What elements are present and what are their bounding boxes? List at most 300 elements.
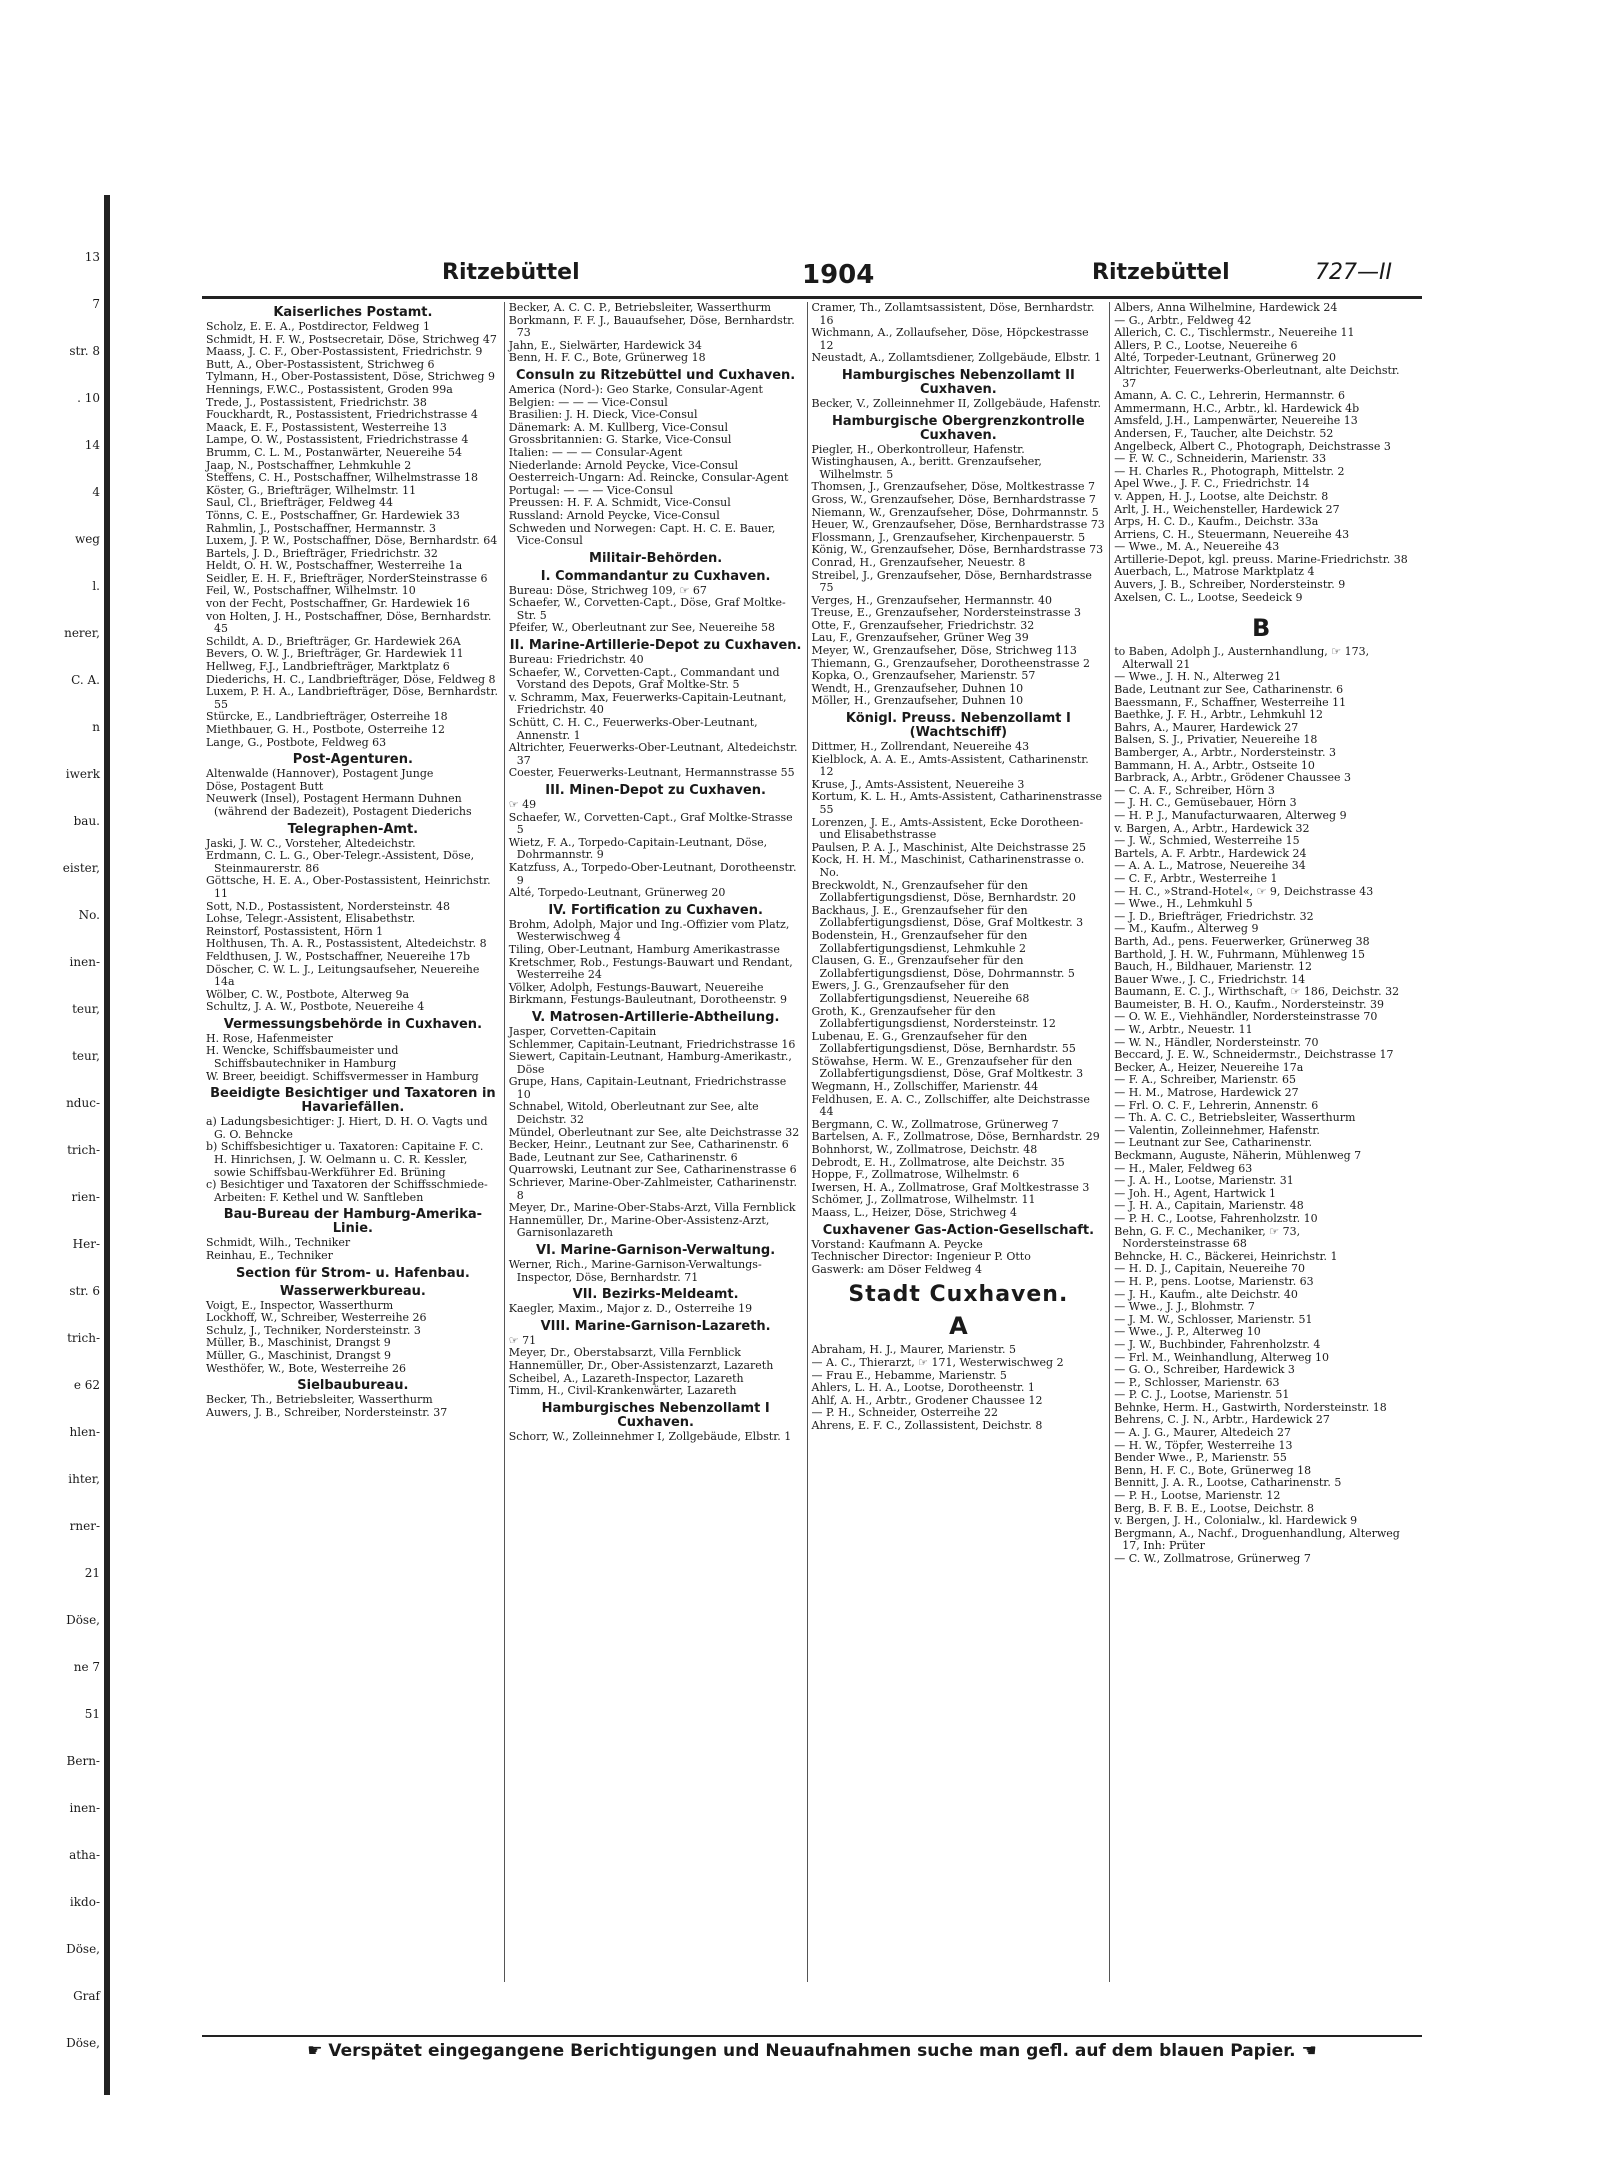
directory-entry: Feldthusen, J. W., Postschaffner, Neuereihe 17b xyxy=(206,949,471,963)
letter-heading: A xyxy=(949,1312,968,1341)
directory-entry: Schultz, J. A. W., Postbote, Neuereihe 4 xyxy=(206,1000,425,1014)
section-heading: VIII. Marine-Garnison-Lazareth. xyxy=(540,1318,771,1334)
directory-entry: Baumann, E. C. J., Wirthschaft, ☞ 186, Deichstr. 32 xyxy=(1114,985,1400,999)
directory-entry: — A. A. L., Matrose, Neuereihe 34 xyxy=(1114,859,1306,873)
directory-entry: Lubenau, E. G., Grenzaufseher für den Zollabfertigungsdienst, Döse, Bernhardstr. 55 xyxy=(811,1029,1076,1056)
directory-entry: Katzfuss, A., Torpedo-Ober-Leutnant, Dorotheenstr. 9 xyxy=(508,860,797,887)
directory-entry: Niederlande: Arnold Peycke, Vice-Consul xyxy=(508,458,739,472)
directory-entry: Schulz, J., Techniker, Nordersteinstr. 3 xyxy=(206,1323,421,1337)
directory-entry: Lohse, Telegr.-Assistent, Elisabethstr. xyxy=(206,912,416,926)
directory-entry: Becker, Heinr., Leutnant zur See, Catharinenstr. 6 xyxy=(508,1138,789,1152)
directory-entry: Schömer, J., Zollmatrose, Wilhelmstr. 11 xyxy=(811,1193,1036,1207)
section-heading: Cuxhavener Gas-Action-Gesellschaft. xyxy=(822,1222,1095,1238)
directory-entry: — F. A., Schreiber, Marienstr. 65 xyxy=(1114,1073,1297,1087)
directory-entry: Lau, F., Grenzaufseher, Grüner Weg 39 xyxy=(811,631,1029,645)
directory-entry: Auerbach, L., Matrose Marktplatz 4 xyxy=(1114,565,1315,579)
directory-entry: Sott, N.D., Postassistent, Nordersteinstr. 48 xyxy=(206,899,451,913)
directory-entry: Schorr, W., Zolleinnehmer I, Zollgebäude, Elbstr. 1 xyxy=(508,1429,792,1443)
directory-entry: Hoppe, F., Zollmatrose, Wilhelmstr. 6 xyxy=(811,1168,1020,1182)
directory-entry: Hannemüller, Dr., Ober-Assistenzarzt, Lazareth xyxy=(508,1358,774,1372)
directory-entry: Bammann, H. A., Arbtr., Ostseite 10 xyxy=(1114,758,1315,772)
directory-entry: v. Schramm, Max, Feuerwerks-Capitain-Leutnant, Friedrichstr. 40 xyxy=(508,690,787,717)
page-number: 727—II xyxy=(1315,260,1392,285)
directory-entry: Belgien: — — — Vice-Consul xyxy=(508,395,668,409)
directory-entry: Wölber, C. W., Postbote, Alterweg 9a xyxy=(206,987,410,1001)
section-heading: Militair-Behörden. xyxy=(589,550,723,566)
directory-entry: — H. P., pens. Lootse, Marienstr. 63 xyxy=(1114,1274,1314,1288)
directory-entry: Lampe, O. W., Postassistent, Friedrichstrasse 4 xyxy=(206,433,469,447)
directory-entry: Thomsen, J., Grenzaufseher, Döse, Moltkestrasse 7 xyxy=(811,480,1095,494)
directory-entry: — G., Arbtr., Feldweg 42 xyxy=(1114,313,1252,327)
facing-page-text: Döse, xyxy=(66,2036,100,2050)
directory-entry: Baethke, J. F. H., Arbtr., Lehmkuhl 12 xyxy=(1114,708,1323,722)
directory-entry: Miethbauer, G. H., Postbote, Osterreihe 12 xyxy=(206,723,445,736)
facing-page-text: atha- xyxy=(69,1848,100,1862)
directory-entry: Bade, Leutnant zur See, Catharinenstr. 6 xyxy=(1114,683,1344,697)
directory-entry: Mündel, Oberleutnant zur See, alte Deichstrasse 32 xyxy=(508,1125,800,1139)
section-heading: Hamburgische Obergrenzkontrolle Cuxhaven. xyxy=(832,413,1085,443)
section-heading: Bau-Bureau der Hamburg-Amerika-Linie. xyxy=(223,1207,483,1237)
directory-entry: Cramer, Th., Zollamtsassistent, Döse, Bernhardstr. 16 xyxy=(811,302,1095,327)
directory-entry: Trede, J., Postassistent, Friedrichstr. 38 xyxy=(206,395,427,409)
directory-entry: Bartels, J. D., Briefträger, Friedrichstr. 32 xyxy=(206,546,438,560)
directory-entry: von Holten, J. H., Postschaffner, Döse, Bernhardstr. 45 xyxy=(206,609,492,636)
directory-entry: Amann, A. C. C., Lehrerin, Hermannstr. 6 xyxy=(1114,389,1345,403)
facing-page-text: weg xyxy=(74,532,100,546)
directory-entry: Jaap, N., Postschaffner, Lehmkuhle 2 xyxy=(206,458,412,472)
directory-entry: Holthusen, Th. A. R., Postassistent, Altedeichstr. 8 xyxy=(206,937,487,951)
directory-entry: Allers, P. C., Lootse, Neuereihe 6 xyxy=(1114,338,1298,352)
section-heading: Sielbaubureau. xyxy=(297,1378,409,1394)
directory-entry: Wendt, H., Grenzaufseher, Duhnen 10 xyxy=(811,681,1024,695)
directory-entry: Bamberger, A., Arbtr., Nordersteinstr. 3 xyxy=(1114,746,1336,759)
directory-entry: Balsen, S. J., Privatier, Neuereihe 18 xyxy=(1114,733,1318,747)
directory-entry: Vorstand: Kaufmann A. Peycke xyxy=(811,1237,983,1251)
facing-page-text: hlen- xyxy=(69,1425,100,1439)
directory-entry: Brumm, C. L. M., Postanwärter, Neuereihe 54 xyxy=(206,445,462,459)
directory-entry: Hannemüller, Dr., Marine-Ober-Assistenz-Arzt, Garnisonlazareth xyxy=(508,1213,770,1240)
directory-entry: — H. P. J., Manufacturwaaren, Alterweg 9 xyxy=(1114,808,1347,822)
directory-entry: Völker, Adolph, Festungs-Bauwart, Neuereihe xyxy=(508,980,764,994)
directory-entry: Schaefer, W., Corvetten-Capt., Commandant und Vorstand des Depots, Graf Moltke-Str. 5 xyxy=(508,665,780,692)
directory-entry: Arps, H. C. D., Kaufm., Deichstr. 33a xyxy=(1114,515,1319,529)
directory-entry: — Frl. M., Weinhandlung, Alterweg 10 xyxy=(1114,1350,1330,1364)
directory-entry: Dänemark: A. M. Kullberg, Vice-Consul xyxy=(508,420,728,434)
directory-entry: Luxem, J. P. W., Postschaffner, Döse, Bernhardstr. 64 xyxy=(206,534,498,548)
directory-entry: — J. H., Kaufm., alte Deichstr. 40 xyxy=(1114,1287,1298,1301)
directory-entry: Oesterreich-Ungarn: Ad. Reincke, Consular-Agent xyxy=(508,471,789,485)
directory-entry: — O. W. E., Viehhändler, Nordersteinstrasse 70 xyxy=(1114,1010,1378,1024)
book-spine xyxy=(104,195,110,2095)
facing-page-text: nduc- xyxy=(66,1096,100,1110)
directory-entry: Werner, Rich., Marine-Garnison-Verwaltungs-Inspector, Döse, Bernhardstr. 71 xyxy=(508,1258,762,1284)
directory-entry: Gaswerk: am Döser Feldweg 4 xyxy=(811,1262,982,1276)
directory-entry: Kielblock, A. A. E., Amts-Assistent, Catharinenstr. 12 xyxy=(811,752,1089,779)
directory-entry: v. Bergen, J. H., Colonialw., kl. Hardewick 9 xyxy=(1114,1514,1358,1528)
directory-page xyxy=(122,200,1432,2080)
directory-entry: Russland: Arnold Peycke, Vice-Consul xyxy=(508,508,720,522)
directory-entry: — H. D. J., Capitain, Neuereihe 70 xyxy=(1114,1262,1306,1276)
facing-page-text: ikdo- xyxy=(69,1895,100,1909)
directory-entry: — J. H. C., Gemüsebauer, Hörn 3 xyxy=(1114,796,1297,810)
directory-entry: Becker, A., Heizer, Neuereihe 17a xyxy=(1114,1060,1304,1074)
facing-page-text: eister, xyxy=(62,861,100,875)
directory-entry: Debrodt, E. H., Zollmatrose, alte Deichstr. 35 xyxy=(811,1155,1065,1169)
directory-entry: — Valentin, Zolleinnehmer, Hafenstr. xyxy=(1114,1123,1320,1137)
directory-entry: Alté, Torpedo-Leutnant, Grünerweg 20 xyxy=(508,886,726,900)
directory-entry: Apel Wwe., J. F. C., Friedrichstr. 14 xyxy=(1114,477,1310,491)
facing-page-text: No. xyxy=(78,908,100,922)
column-2 xyxy=(504,302,807,1982)
directory-entry: Breckwoldt, N., Grenzaufseher für den Zollabfertigungsdienst, Döse, Bernhardstr. 20 xyxy=(811,878,1076,905)
directory-entry: — H., Maler, Feldweg 63 xyxy=(1114,1161,1253,1175)
directory-entry: Benn, H. F. C., Bote, Grünerweg 18 xyxy=(508,351,706,365)
directory-entry: — W., Arbtr., Neuestr. 11 xyxy=(1114,1023,1253,1037)
directory-entry: Thiemann, G., Grenzaufseher, Dorotheenstrasse 2 xyxy=(811,656,1091,670)
directory-entry: Portugal: — — — Vice-Consul xyxy=(508,483,673,497)
directory-entry: Paulsen, P. A. J., Maschinist, Alte Deichstrasse 25 xyxy=(811,840,1086,854)
section-heading: Kaiserliches Postamt. xyxy=(273,305,433,320)
directory-entry: Becker, Th., Betriebsleiter, Wasserthurm xyxy=(206,1393,433,1407)
directory-entry: Berg, B. F. B. E., Lootse, Deichstr. 8 xyxy=(1114,1501,1315,1515)
directory-entry: Iwersen, H. A., Zollmatrose, Graf Moltkestrasse 3 xyxy=(811,1180,1090,1194)
directory-entry: Schlemmer, Capitain-Leutnant, Friedrichstrasse 16 xyxy=(508,1037,796,1051)
directory-entry: Kopka, O., Grenzaufseher, Marienstr. 57 xyxy=(811,669,1036,683)
directory-entry: — J. W., Schmied, Westerreihe 15 xyxy=(1114,834,1300,848)
directory-entry: Dittmer, H., Zollrendant, Neuereihe 43 xyxy=(811,740,1030,754)
directory-entry: W. Breer, beeidigt. Schiffsvermesser in Hamburg xyxy=(206,1069,479,1083)
directory-entry: Maack, E. F., Postassistent, Westerreihe 13 xyxy=(206,420,447,434)
section-heading: Vermessungsbehörde in Cuxhaven. xyxy=(223,1016,483,1032)
section-heading: III. Minen-Depot zu Cuxhaven. xyxy=(545,783,766,798)
directory-entry: Piegler, H., Oberkontrolleur, Hafenstr. xyxy=(811,442,1025,456)
facing-page-text: Bern- xyxy=(66,1754,100,1768)
directory-entry: Maass, L., Heizer, Döse, Strichweg 4 xyxy=(811,1206,1017,1219)
directory-entry: Bender Wwe., P., Marienstr. 55 xyxy=(1114,1451,1287,1465)
directory-entry: — J. D., Briefträger, Friedrichstr. 32 xyxy=(1114,909,1314,923)
header-rule xyxy=(202,296,1422,299)
directory-entry: Flossmann, J., Grenzaufseher, Kirchenpauerstr. 5 xyxy=(811,530,1086,544)
directory-entry: Bartels, A. F. Arbtr., Hardewick 24 xyxy=(1114,846,1307,860)
directory-entry: Backhaus, J. E., Grenzaufseher für den Zollabfertigungsdienst, Döse, Graf Moltkestr. 3 xyxy=(811,903,1084,930)
directory-entry: Reinstorf, Postassistent, Hörn 1 xyxy=(206,924,384,938)
directory-entry: Müller, B., Maschinist, Drangst 9 xyxy=(206,1336,391,1350)
footer-notice: ☛ Verspätet eingegangene Berichtigungen und Neuaufnahmen suche man gefl. auf dem blauen Papier. ☚ xyxy=(202,2035,1422,2061)
directory-entry: Tylmann, H., Ober-Postassistent, Döse, Strichweg 9 xyxy=(206,370,495,384)
directory-entry: Bade, Leutnant zur See, Catharinenstr. 6 xyxy=(508,1150,738,1164)
directory-entry: Otte, F., Grenzaufseher, Friedrichstr. 32 xyxy=(811,618,1035,632)
facing-page-text: rner- xyxy=(69,1519,100,1533)
section-heading: Stadt Cuxhaven. xyxy=(848,1282,1069,1308)
directory-entry: — C. F., Arbtr., Westerreihe 1 xyxy=(1114,871,1278,885)
directory-entry: — C. W., Zollmatrose, Grünerweg 7 xyxy=(1114,1552,1311,1565)
directory-entry: — Th. A. C. C., Betriebsleiter, Wasserthurm xyxy=(1114,1111,1356,1125)
directory-entry: Schaefer, W., Corvetten-Capt., Graf Moltke-Strasse 5 xyxy=(508,810,793,837)
directory-entry: — P. H. C., Lootse, Fahrenholzstr. 10 xyxy=(1114,1211,1318,1225)
directory-entry: Schriever, Marine-Ober-Zahlmeister, Catharinenstr. 8 xyxy=(508,1176,798,1202)
facing-page-text: str. 8 xyxy=(69,344,100,358)
directory-entry: — P. H., Schneider, Osterreihe 22 xyxy=(811,1406,998,1420)
directory-entry: Wistinghausen, A., beritt. Grenzaufseher, Wilhelmstr. 5 xyxy=(811,455,1042,481)
directory-entry: — J. H. A., Capitain, Marienstr. 48 xyxy=(1114,1199,1304,1213)
directory-entry: Bureau: Friedrichstr. 40 xyxy=(508,653,644,667)
directory-entry: Becker, V., Zolleinnehmer II, Zollgebäude, Hafenstr. xyxy=(811,396,1101,410)
directory-entry: Behrens, C. J. N., Arbtr., Hardewick 27 xyxy=(1114,1413,1330,1427)
directory-entry: Barthold, J. H. W., Fuhrmann, Mühlenweg 15 xyxy=(1114,947,1366,961)
directory-entry: Siewert, Capitain-Leutnant, Hamburg-Amerikastr., Döse xyxy=(508,1050,792,1076)
facing-page-text: Graf xyxy=(73,1989,100,2003)
directory-entry: — P. H., Lootse, Marienstr. 12 xyxy=(1114,1489,1281,1503)
directory-entry: Birkmann, Festungs-Bauleutnant, Dorotheenstr. 9 xyxy=(508,993,788,1007)
directory-entry: Stöwahse, Herm. W. E., Grenzaufseher für den Zollabfertigungsdienst, Döse, Graf Moltkestr. 3 xyxy=(811,1054,1084,1081)
directory-entry: Döse, Postagent Butt xyxy=(206,779,324,793)
facing-page-text: nerer, xyxy=(64,626,100,640)
directory-entry: Ammermann, H.C., Arbtr., kl. Hardewick 4b xyxy=(1114,401,1360,415)
directory-entry: — A. C., Thierarzt, ☞ 171, Westerwischweg 2 xyxy=(811,1355,1064,1369)
section-heading: VI. Marine-Garnison-Verwaltung. xyxy=(536,1243,776,1258)
facing-page-text: rien- xyxy=(71,1190,100,1204)
directory-entry: Bergmann, C. W., Zollmatrose, Grünerweg 7 xyxy=(811,1117,1059,1131)
directory-entry: — M., Kaufm., Alterweg 9 xyxy=(1114,922,1259,936)
section-heading: Post-Agenturen. xyxy=(292,752,413,768)
directory-entry: Baumeister, B. H. O., Kaufm., Nordersteinstr. 39 xyxy=(1114,997,1385,1011)
directory-entry: — C. A. F., Schreiber, Hörn 3 xyxy=(1114,783,1275,797)
directory-entry: Scholz, E. E. A., Postdirector, Feldweg 1 xyxy=(206,320,430,333)
running-head-right: Ritzebüttel xyxy=(1092,260,1230,285)
directory-entry: Meyer, Dr., Marine-Ober-Stabs-Arzt, Villa Fernblick xyxy=(508,1201,796,1215)
directory-entry: Meyer, W., Grenzaufseher, Döse, Strichweg 113 xyxy=(811,644,1077,658)
directory-entry: Beckmann, Auguste, Näherin, Mühlenweg 7 xyxy=(1114,1149,1362,1162)
directory-entry: Bauer Wwe., J. C., Friedrichstr. 14 xyxy=(1114,972,1306,986)
section-heading: Hamburgisches Nebenzollamt I Cuxhaven. xyxy=(541,1400,770,1430)
section-heading: VII. Bezirks-Meldeamt. xyxy=(572,1287,739,1303)
facing-page-text: ne 7 xyxy=(73,1660,100,1674)
directory-entry: Feil, W., Postschaffner, Wilhelmstr. 10 xyxy=(206,584,416,598)
directory-entry: Clausen, G. E., Grenzaufseher für den Zollabfertigungsdienst, Döse, Dohrmannstr. 5 xyxy=(811,954,1075,980)
directory-entry: — A. J. G., Maurer, Altedeich 27 xyxy=(1114,1426,1292,1440)
directory-entry: — J. M. W., Schlosser, Marienstr. 51 xyxy=(1114,1312,1313,1326)
directory-entry: Feldhusen, E. A. C., Zollschiffer, alte Deichstrasse 44 xyxy=(811,1092,1090,1119)
directory-entry: Bureau: Döse, Strichweg 109, ☞ 67 xyxy=(508,583,707,597)
directory-entry: — J. W., Buchbinder, Fahrenholzstr. 4 xyxy=(1114,1337,1321,1351)
directory-entry: Saul, Cl., Briefträger, Feldweg 44 xyxy=(206,496,393,510)
directory-entry: Bevers, O. W. J., Briefträger, Gr. Hardewiek 11 xyxy=(206,647,464,661)
directory-entry: Bennitt, J. A. R., Lootse, Catharinenstr. 5 xyxy=(1114,1476,1342,1490)
facing-page-text: Döse, xyxy=(66,1942,100,1956)
directory-entry: — Frl. O. C. F., Lehrerin, Annenstr. 6 xyxy=(1114,1098,1319,1112)
section-heading: Wasserwerkbureau. xyxy=(279,1283,426,1299)
directory-entry: Kretschmer, Rob., Festungs-Bauwart und Rendant, Westerreihe 24 xyxy=(508,955,793,982)
directory-entry: — G. O., Schreiber, Hardewick 3 xyxy=(1114,1363,1295,1377)
facing-page-text: Her- xyxy=(72,1237,100,1251)
directory-entry: Beccard, J. E. W., Schneidermstr., Deichstrasse 17 xyxy=(1114,1048,1394,1062)
directory-entry: Maass, J. C. F., Ober-Postassistent, Friedrichstr. 9 xyxy=(206,345,483,359)
section-heading: Beeidigte Besichtiger und Taxatoren in Havariefällen. xyxy=(210,1086,496,1116)
directory-entry: Niemann, W., Grenzaufseher, Döse, Dohrmannstr. 5 xyxy=(811,505,1099,519)
directory-entry: — H. C., »Strand-Hotel«, ☞ 9, Deichstrasse 43 xyxy=(1114,884,1374,898)
directory-entry: Scheibel, A., Lazareth-Inspector, Lazareth xyxy=(508,1371,744,1385)
directory-entry: Grossbritannien: G. Starke, Vice-Consul xyxy=(508,433,732,447)
section-heading: V. Matrosen-Artillerie-Abtheilung. xyxy=(531,1009,780,1025)
directory-entry: Wegmann, H., Zollschiffer, Marienstr. 44 xyxy=(811,1080,1039,1094)
directory-entry: Schmidt, Wilh., Techniker xyxy=(206,1236,351,1250)
directory-entry: Grupe, Hans, Capitain-Leutnant, Friedrichstrasse 10 xyxy=(508,1075,787,1101)
directory-entry: Timm, H., Civil-Krankenwärter, Lazareth xyxy=(508,1384,737,1398)
directory-entry: Luxem, P. H. A., Landbriefträger, Döse, Bernhardstr. 55 xyxy=(206,685,499,711)
directory-entry: Hellweg, F.J., Landbriefträger, Marktplatz 6 xyxy=(206,660,450,674)
facing-page-text: ihter, xyxy=(68,1472,100,1486)
directory-entry: Kaegler, Maxim., Major z. D., Osterreihe 19 xyxy=(508,1302,753,1316)
section-heading: Königl. Preuss. Nebenzollamt I (Wachtschiff) xyxy=(845,711,1071,741)
directory-entry: Kruse, J., Amts-Assistent, Neuereihe 3 xyxy=(811,777,1025,791)
directory-entry: Benn, H. F. C., Bote, Grünerweg 18 xyxy=(1114,1463,1312,1477)
directory-entry: Meyer, Dr., Oberstabsarzt, Villa Fernblick xyxy=(508,1346,741,1360)
directory-entry: Schweden und Norwegen: Capt. H. C. E. Bauer, Vice-Consul xyxy=(508,521,776,548)
facing-page-text: teur, xyxy=(72,1049,100,1063)
directory-entry: Altrichter, Feuerwerks-Oberleutnant, alte Deichstr. 37 xyxy=(1114,363,1400,390)
directory-entry: Treuse, E., Grenzaufseher, Nordersteinstrasse 3 xyxy=(811,606,1081,620)
directory-entry: Pfeifer, W., Oberleutnant zur See, Neuereihe 58 xyxy=(508,621,776,635)
directory-entry: Köster, G., Briefträger, Wilhelmstr. 11 xyxy=(206,483,417,497)
directory-entry: Schaefer, W., Corvetten-Capt., Döse, Graf Moltke-Str. 5 xyxy=(508,596,786,622)
directory-entry: Artillerie-Depot, kgl. preuss. Marine-Friedrichstr. 38 xyxy=(1114,552,1408,566)
letter-heading: B xyxy=(1251,614,1271,643)
column-4 xyxy=(1109,302,1412,1982)
facing-page-text: 4 xyxy=(92,485,100,499)
directory-entry: — Wwe., J. H. N., Alterweg 21 xyxy=(1114,670,1282,684)
directory-entry: Behn, G. F. C., Mechaniker, ☞ 73, Nordersteinstrasse 68 xyxy=(1114,1224,1301,1251)
facing-page-text: trich- xyxy=(67,1143,100,1157)
section-heading: II. Marine-Artillerie-Depot zu Cuxhaven. xyxy=(509,638,802,654)
directory-entry: Coester, Feuerwerks-Leutnant, Hermannstrasse 55 xyxy=(508,766,795,780)
directory-entry: Abraham, H. J., Maurer, Marienstr. 5 xyxy=(811,1343,1017,1357)
directory-entry: Kock, H. H. M., Maschinist, Catharinenstrasse o. No. xyxy=(811,853,1085,879)
section-heading: Consuln zu Ritzebüttel und Cuxhaven. xyxy=(516,367,796,383)
directory-entry: Westhöfer, W., Bote, Westerreihe 26 xyxy=(206,1361,406,1375)
directory-entry: — J. A. H., Lootse, Marienstr. 31 xyxy=(1114,1174,1294,1188)
directory-entry: — P., Schlosser, Marienstr. 63 xyxy=(1114,1375,1280,1389)
column-3 xyxy=(807,302,1110,1982)
directory-entry: Auwers, J. B., Schreiber, Nordersteinstr. 37 xyxy=(206,1405,448,1419)
directory-entry: — Frau E., Hebamme, Marienstr. 5 xyxy=(811,1368,1007,1382)
directory-entry: Schütt, C. H. C., Feuerwerks-Ober-Leutnant, Annenstr. 1 xyxy=(508,716,758,742)
directory-entry: Andersen, F., Taucher, alte Deichstr. 52 xyxy=(1114,426,1334,440)
directory-entry: Schmidt, H. F. W., Postsecretair, Döse, Strichweg 47 xyxy=(206,332,497,346)
directory-entry: America (Nord-): Geo Starke, Consular-Agent xyxy=(508,382,763,396)
directory-entry: Jahn, E., Sielwärter, Hardewick 34 xyxy=(508,338,702,352)
facing-page-text: inen- xyxy=(69,955,100,969)
directory-entry: ☞ 49 xyxy=(508,798,537,811)
directory-entry: — Wwe., J. J., Blohmstr. 7 xyxy=(1114,1300,1255,1314)
directory-entry: Allerich, C. C., Tischlermstr., Neuereihe 11 xyxy=(1114,326,1355,340)
directory-entry: — F. W. C., Schneiderin, Marienstr. 33 xyxy=(1114,452,1327,466)
directory-entry: Barbrack, A., Arbtr., Grödener Chaussee 3 xyxy=(1114,771,1351,785)
directory-entry: Altenwalde (Hannover), Postagent Junge xyxy=(206,767,434,781)
directory-entry: Tönns, C. E., Postschaffner, Gr. Hardewiek 33 xyxy=(206,508,460,522)
directory-entry: von der Fecht, Postschaffner, Gr. Hardewiek 16 xyxy=(206,597,470,611)
facing-page-text: Döse, xyxy=(66,1613,100,1627)
directory-entry: Neuwerk (Insel), Postagent Hermann Duhnen (während der Badezeit), Postagent Diederichs xyxy=(206,792,472,818)
directory-entry: Göttsche, H. E. A., Ober-Postassistent, Heinrichstr. 11 xyxy=(206,874,491,900)
directory-entry: c) Besichtiger und Taxatoren der Schiffsschmiede-Arbeiten: F. Kethel und W. Sanftleben xyxy=(206,1178,488,1204)
directory-entry: Bodenstein, H., Grenzaufseher für den Zollabfertigungsdienst, Lehmkuhle 2 xyxy=(811,928,1028,955)
section-heading: I. Commandantur zu Cuxhaven. xyxy=(540,568,771,584)
facing-page-text: 13 xyxy=(84,250,100,264)
directory-entry: Neustadt, A., Zollamtsdiener, Zollgebäude, Elbstr. 1 xyxy=(811,351,1102,365)
directory-entry: Ewers, J. G., Grenzaufseher für den Zollabfertigungsdienst, Neuereihe 68 xyxy=(811,979,1030,1005)
directory-entry: Rahmlin, J., Postschaffner, Hermannstr. 3 xyxy=(206,521,436,535)
directory-entry: Angelbeck, Albert C., Photograph, Deichstrasse 3 xyxy=(1114,439,1391,453)
facing-page-text: iwerk xyxy=(65,767,100,781)
section-heading: Hamburgisches Nebenzollamt II Cuxhaven. xyxy=(841,367,1075,397)
directory-entry: Bauch, H., Bildhauer, Marienstr. 12 xyxy=(1114,960,1313,974)
directory-entry: b) Schiffsbesichtiger u. Taxatoren: Capitaine F. C. H. Hinrichsen, J. W. Oelmann u. C. R. Kessler, sowie Schiffsbau-Werkführer Ed. Brüning xyxy=(206,1140,484,1179)
directory-entry: Schildt, A. D., Briefträger, Gr. Hardewiek 26A xyxy=(206,634,461,648)
directory-entry: Steffens, C. H., Postschaffner, Wilhelmstrasse 18 xyxy=(206,471,479,485)
directory-entry: Erdmann, C. L. G., Ober-Telegr.-Assistent, Döse, Steinmaurerstr. 86 xyxy=(206,849,475,875)
facing-page-text: e 62 xyxy=(73,1378,100,1392)
directory-entry: Behncke, H. C., Bäckerei, Heinrichstr. 1 xyxy=(1114,1249,1338,1263)
directory-entry: Italien: — — — Consular-Agent xyxy=(508,445,683,459)
directory-entry: Arriens, C. H., Steuermann, Neuereihe 43 xyxy=(1114,527,1350,541)
directory-entry: — W. N., Händler, Nordersteinstr. 70 xyxy=(1114,1035,1319,1049)
directory-entry: Amsfeld, J.H., Lampenwärter, Neuereihe 13 xyxy=(1114,414,1358,428)
directory-entry: Axelsen, C. L., Lootse, Seedeick 9 xyxy=(1114,590,1303,604)
directory-entry: Stürcke, E., Landbriefträger, Osterreihe 18 xyxy=(206,710,448,724)
facing-page-text: l. xyxy=(92,579,100,593)
facing-page-text: bau. xyxy=(73,814,100,828)
directory-entry: Ahrens, E. F. C., Zollassistent, Deichstr. 8 xyxy=(811,1418,1043,1432)
facing-page-text: 51 xyxy=(84,1707,100,1721)
directory-entry: Tiling, Ober-Leutnant, Hamburg Amerikastrasse xyxy=(508,942,780,956)
footer-text: Verspätet eingegangene Berichtigungen und Neuaufnahmen suche man gefl. auf dem blauen Papier. xyxy=(328,2041,1296,2061)
directory-entry: Voigt, E., Inspector, Wasserthurm xyxy=(206,1298,394,1312)
directory-entry: Seidler, E. H. F., Briefträger, NorderSteinstrasse 6 xyxy=(206,571,488,585)
directory-entry: Groth, K., Grenzaufseher für den Zollabfertigungsdienst, Nordersteinstr. 12 xyxy=(811,1004,1056,1031)
directory-entry: — H. M., Matrose, Hardewick 27 xyxy=(1114,1086,1299,1100)
directory-entry: Alté, Torpeder-Leutnant, Grünerweg 20 xyxy=(1114,351,1336,365)
facing-page-text: teur, xyxy=(72,1002,100,1016)
directory-entry: Streibel, J., Grenzaufseher, Döse, Bernhardstrasse 75 xyxy=(811,568,1092,595)
directory-entry: Jaski, J. W. C., Vorsteher, Altedeichstr. xyxy=(206,836,416,850)
column-1 xyxy=(202,302,504,1982)
directory-entry: Heldt, O. H. W., Postschaffner, Westerreihe 1a xyxy=(206,559,463,573)
directory-entry: Möller, H., Grenzaufseher, Duhnen 10 xyxy=(811,694,1024,708)
directory-entry: Preussen: H. F. A. Schmidt, Vice-Consul xyxy=(508,496,731,510)
facing-page-text: C. A. xyxy=(71,673,100,687)
directory-entry: König, W., Grenzaufseher, Döse, Bernhardstrasse 73 xyxy=(811,543,1104,557)
directory-entry: a) Ladungsbesichtiger: J. Hiert, D. H. O. Vagts und G. O. Behncke xyxy=(206,1115,488,1141)
directory-entry: v. Appen, H. J., Lootse, alte Deichstr. 8 xyxy=(1114,489,1329,503)
directory-entry: to Baben, Adolph J., Austernhandlung, ☞ 173, Alterwall 21 xyxy=(1114,645,1370,671)
directory-entry: Wichmann, A., Zollaufseher, Döse, Höpckestrasse 12 xyxy=(811,326,1089,352)
directory-entry: v. Bargen, A., Arbtr., Hardewick 32 xyxy=(1114,821,1310,835)
facing-page-fragment xyxy=(0,180,104,2080)
directory-entry: Wietz, F. A., Torpedo-Capitain-Leutnant, Döse, Dohrmannstr. 9 xyxy=(508,835,768,862)
directory-entry: Reinhau, E., Techniker xyxy=(206,1249,333,1262)
facing-page-text: n xyxy=(92,720,100,734)
directory-entry: ☞ 71 xyxy=(508,1333,537,1347)
directory-entry: Albers, Anna Wilhelmine, Hardewick 24 xyxy=(1114,302,1338,314)
directory-entry: Technischer Director: Ingenieur P. Otto xyxy=(811,1250,1031,1264)
directory-entry: Bohnhorst, W., Zollmatrose, Deichstr. 48 xyxy=(811,1143,1038,1157)
directory-entry: — Wwe., J. P., Alterweg 10 xyxy=(1114,1325,1261,1339)
running-head-left: Ritzebüttel xyxy=(442,260,580,285)
directory-entry: Bartelsen, A. F., Zollmatrose, Döse, Bernhardstr. 29 xyxy=(811,1130,1100,1144)
directory-columns xyxy=(202,302,1412,1982)
directory-entry: Döscher, C. W. L. J., Leitungsaufseher, Neuereihe 14a xyxy=(206,962,480,989)
section-heading: Telegraphen-Amt. xyxy=(287,821,419,837)
